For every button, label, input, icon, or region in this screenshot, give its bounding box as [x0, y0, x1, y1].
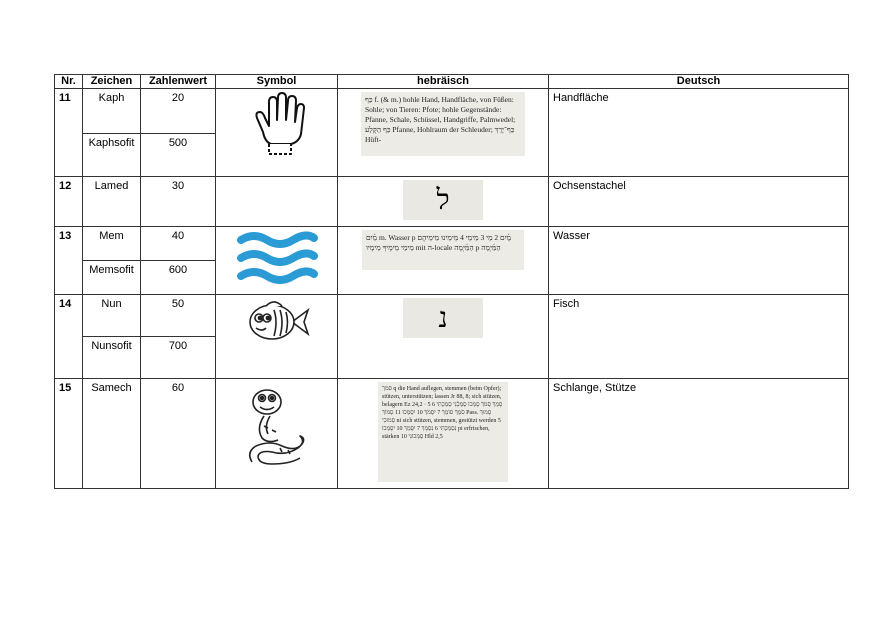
cell-deutsch: Handfläche — [549, 89, 849, 177]
hebrew-letter-scan: נ — [403, 298, 483, 338]
cell-zeichen: Kaph — [83, 89, 141, 134]
cell-hebraeisch — [338, 379, 549, 489]
table-row — [55, 295, 849, 337]
cell-hebraeisch — [338, 177, 549, 227]
header-hebraeisch: hebräisch — [338, 75, 549, 89]
cell-nr: 14 — [55, 295, 83, 379]
header-nr: Nr. — [55, 75, 83, 89]
cell-symbol — [216, 177, 338, 227]
fish-icon — [244, 298, 310, 346]
cell-nr: 12 — [55, 177, 83, 227]
cell-symbol — [216, 379, 338, 489]
cell-zeichen-sofit: Kaphsofit — [83, 134, 141, 177]
cell-zahlenwert: 30 — [141, 177, 216, 227]
table-row — [55, 379, 849, 489]
cell-deutsch: Ochsenstachel — [549, 177, 849, 227]
cell-zeichen: Nun — [83, 295, 141, 337]
header-zeichen: Zeichen — [83, 75, 141, 89]
table-row — [55, 89, 849, 134]
cell-zahlenwert-sofit: 500 — [141, 134, 216, 177]
table-row — [55, 227, 849, 261]
cell-zahlenwert-sofit: 700 — [141, 337, 216, 379]
hebrew-alphabet-table — [54, 74, 849, 489]
hand-icon — [249, 92, 305, 156]
header-zahlenwert: Zahlenwert — [141, 75, 216, 89]
header-symbol: Symbol — [216, 75, 338, 89]
cell-symbol — [216, 227, 338, 295]
cell-hebraeisch — [338, 295, 549, 379]
cell-nr: 13 — [55, 227, 83, 295]
cell-zeichen-sofit: Nunsofit — [83, 337, 141, 379]
cell-zahlenwert: 20 — [141, 89, 216, 134]
dictionary-scan: מַ֫יִם m. Wasser p מָ֫יִם 2 מֵי 3 מֵימֵי 4 מֵימֵינוּ מֵימֵיהֶם מֵימֵי מֵימֶיךָ מֵימָיו mit ה-locale הַמַּ֫יְמָה p הַמַּ֫יְמָה — [362, 230, 524, 270]
table-row — [55, 177, 849, 227]
cell-zeichen: Samech — [83, 379, 141, 489]
dictionary-scan: כַּף f. (& m.) hohle Hand, Handfläche, von Füßen: Sohle; von Tieren: Pfote; hohle Gegenstände: Pfanne, Schale, Schüssel, Handgriffe, Palmwedel; כַּף הַקֶּלַע Pfanne, Hohlraum der Schleuder; כַּף־יָרֵךְ Hüft- — [361, 92, 525, 156]
cell-zahlenwert: 60 — [141, 379, 216, 489]
cell-nr: 11 — [55, 89, 83, 177]
hebrew-letter-scan: ל — [403, 180, 483, 220]
cell-deutsch: Fisch — [549, 295, 849, 379]
cell-zahlenwert: 40 — [141, 227, 216, 261]
cell-zeichen: Lamed — [83, 177, 141, 227]
water-waves-icon — [236, 230, 318, 286]
snake-icon — [242, 382, 312, 470]
cell-zahlenwert: 50 — [141, 295, 216, 337]
header-deutsch: Deutsch — [549, 75, 849, 89]
cell-symbol — [216, 89, 338, 177]
cell-nr: 15 — [55, 379, 83, 489]
cell-hebraeisch — [338, 227, 549, 295]
cell-zeichen: Mem — [83, 227, 141, 261]
cell-deutsch: Wasser — [549, 227, 849, 295]
cell-zahlenwert-sofit: 600 — [141, 261, 216, 295]
cell-zeichen-sofit: Memsofit — [83, 261, 141, 295]
cell-deutsch: Schlange, Stütze — [549, 379, 849, 489]
header-row — [55, 75, 849, 89]
dictionary-scan: סמך q die Hand auflegen, stemmen (beim Opfer); stützen, unterstützen; lassen Jr 88, 8; sich stützen, belagern Ez 24,2 · 5 סָמַךְ סְמֹךְ סָמְכוּ סְמָכָ֫נִי סְמַכְתִּי 6 סֹמֵךְ סוֹמֵךְ 7 יִסְמֹךְ 10 יִסְמְכוּ 11 סְמוֹךְ Pass. סָמוּךְ סְמוּכִי ni sich stützen, stemmen, gestützt werden 5 נִסְמַכְתִּי 6 נִסְמָךְ 7 יִסָּמֵךְ 10 יִסָּמְכוּ pi erfrischen, stärken 10 סַמְּכוּנִי Hld 2,5 — [378, 382, 508, 482]
cell-symbol — [216, 295, 338, 379]
cell-hebraeisch — [338, 89, 549, 177]
